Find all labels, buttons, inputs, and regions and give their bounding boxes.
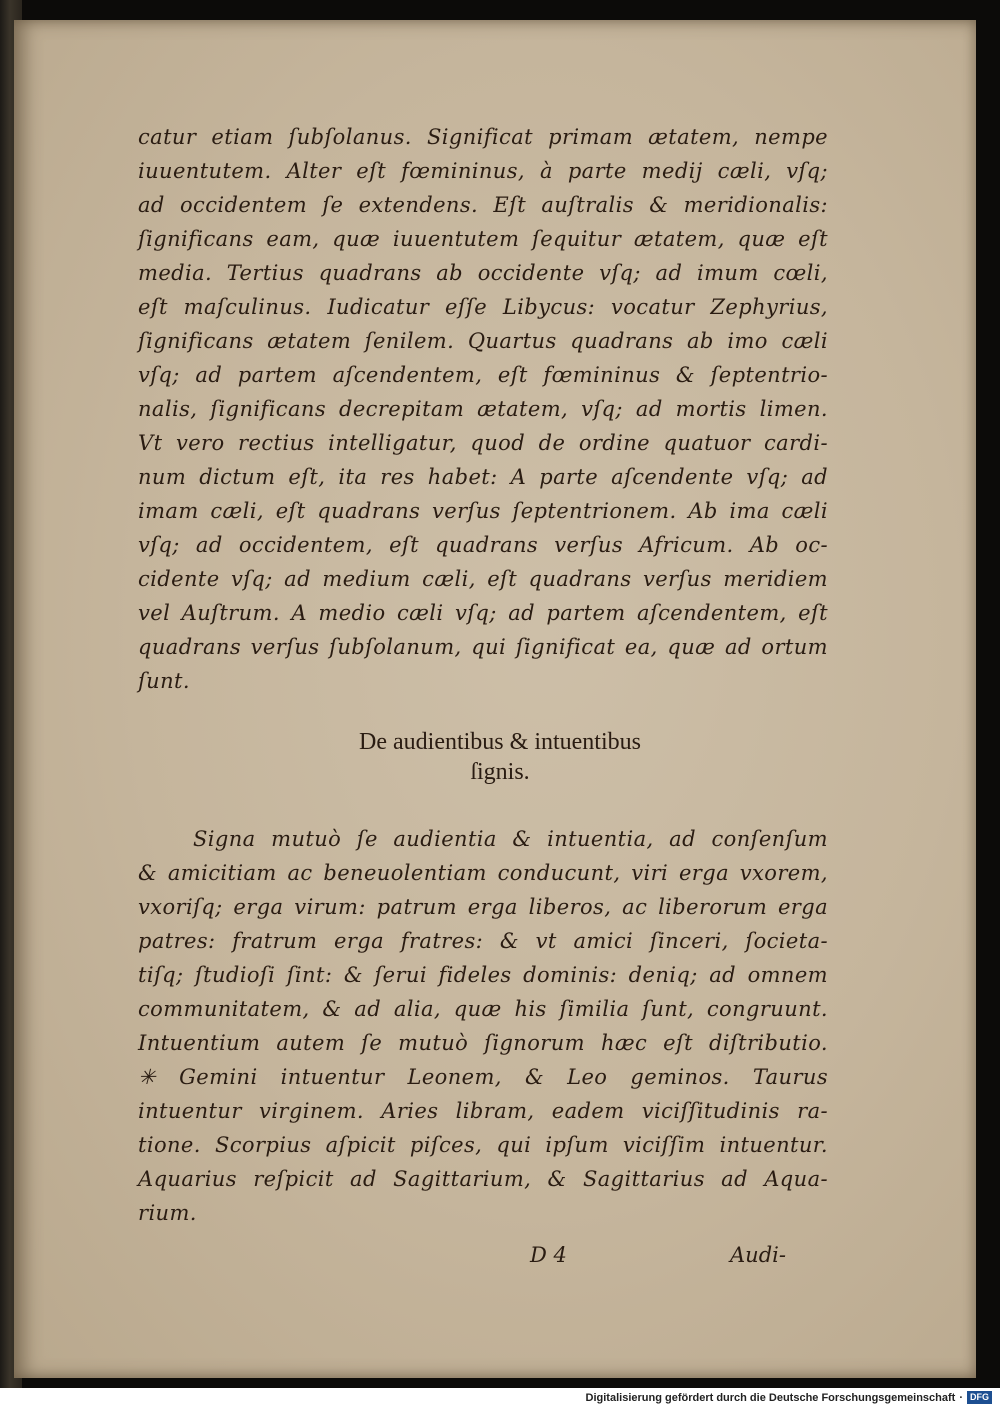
- text-line: imam cæli, eſt quadrans verſus ſeptentrionem. Ab ima cæli: [138, 499, 828, 523]
- text-line: ſignificans ætatem ſenilem. Quartus quadrans ab imo cæli: [138, 329, 828, 353]
- text-line: patres: fratrum erga fratres: & vt amici ſinceri, ſocieta-: [138, 929, 828, 953]
- text-line: vel Auſtrum. A medio cæli vſq; ad partem aſcendentem, eſt: [138, 601, 828, 625]
- text-line: iuuentutem. Alter eſt fœmininus, à parte medij cæli, vſq;: [138, 159, 828, 183]
- text-line: & amicitiam ac beneuolentiam conducunt, viri erga vxorem,: [138, 861, 828, 885]
- text-line: Signa mutuò ſe audientia & intuentia, ad conſenſum: [193, 827, 828, 851]
- text-line: ✳ Gemini intuentur Leonem, & Leo geminos. Taurus: [138, 1065, 828, 1089]
- section-heading: [170, 727, 830, 787]
- text-line: catur etiam ſubſolanus. Significat primam ætatem, nempe: [138, 125, 828, 149]
- text-line: tione. Scorpius aſpicit piſces, qui ipſum viciſſim intuentur.: [138, 1133, 828, 1157]
- text-line: cidente vſq; ad medium cæli, eſt quadrans verſus meridiem: [138, 567, 828, 591]
- footer-credit: Digitalisierung gefördert durch die Deutsche Forschungsgemeinschaft: [585, 1391, 956, 1404]
- text-line: media. Tertius quadrans ab occidente vſq; ad imum cœli,: [138, 261, 828, 285]
- paragraph-audient-signs: [138, 822, 828, 1230]
- text-line: rium.: [138, 1201, 197, 1225]
- text-line: communitatem, & ad alia, quæ his ſimilia ſunt, congruunt.: [138, 997, 828, 1021]
- signature-mark: D 4: [530, 1243, 567, 1267]
- footer-separator: ·: [959, 1391, 963, 1404]
- text-line: Intuentium autem ſe mutuò ſignorum hæc eſt diſtributio.: [138, 1031, 828, 1055]
- text-line: nalis, ſignificans decrepitam ætatem, vſq; ad mortis limen.: [138, 397, 828, 421]
- text-line: ad occidentem ſe extendens. Eſt auſtralis & meridionalis:: [138, 193, 828, 217]
- digitization-footer: [586, 1389, 992, 1406]
- text-line: vxoriſq; erga virum: patrum erga liberos, ac liberorum erga: [138, 895, 828, 919]
- text-line: vſq; ad occidentem, eſt quadrans verſus Africum. Ab oc-: [138, 533, 828, 557]
- text-line: quadrans verſus ſubſolanum, qui ſignificat ea, quæ ad ortum: [138, 635, 828, 659]
- dfg-logo-icon: DFG: [967, 1391, 992, 1404]
- text-line: ſignificans eam, quæ iuuentutem ſequitur ætatem, quæ eſt: [138, 227, 828, 251]
- text-line: vſq; ad partem aſcendentem, eſt fœmininus & ſeptentrio-: [138, 363, 828, 387]
- catchword: Audi-: [730, 1243, 786, 1267]
- text-line: tiſq; ſtudioſi ſint: & ſerui fideles dominis: deniq; ad omnem: [138, 963, 828, 987]
- text-line: Aquarius reſpicit ad Sagittarium, & Sagittarius ad Aqua-: [138, 1167, 828, 1191]
- text-line: eſt maſculinus. Iudicatur eſſe Libycus: vocatur Zephyrius,: [138, 295, 828, 319]
- text-line: num dictum eſt, ita res habet: A parte aſcendente vſq; ad: [138, 465, 828, 489]
- paragraph-cardinal-quadrants: [138, 120, 828, 698]
- text-line: Vt vero rectius intelligatur, quod de ordine quatuor cardi-: [138, 431, 828, 455]
- text-line: intuentur virginem. Aries libram, eadem viciſſitudinis ra-: [138, 1099, 828, 1123]
- heading-line: ſignis.: [470, 759, 530, 785]
- heading-line: De audientibus & intuentibus: [359, 729, 641, 755]
- text-line: ſunt.: [138, 669, 190, 693]
